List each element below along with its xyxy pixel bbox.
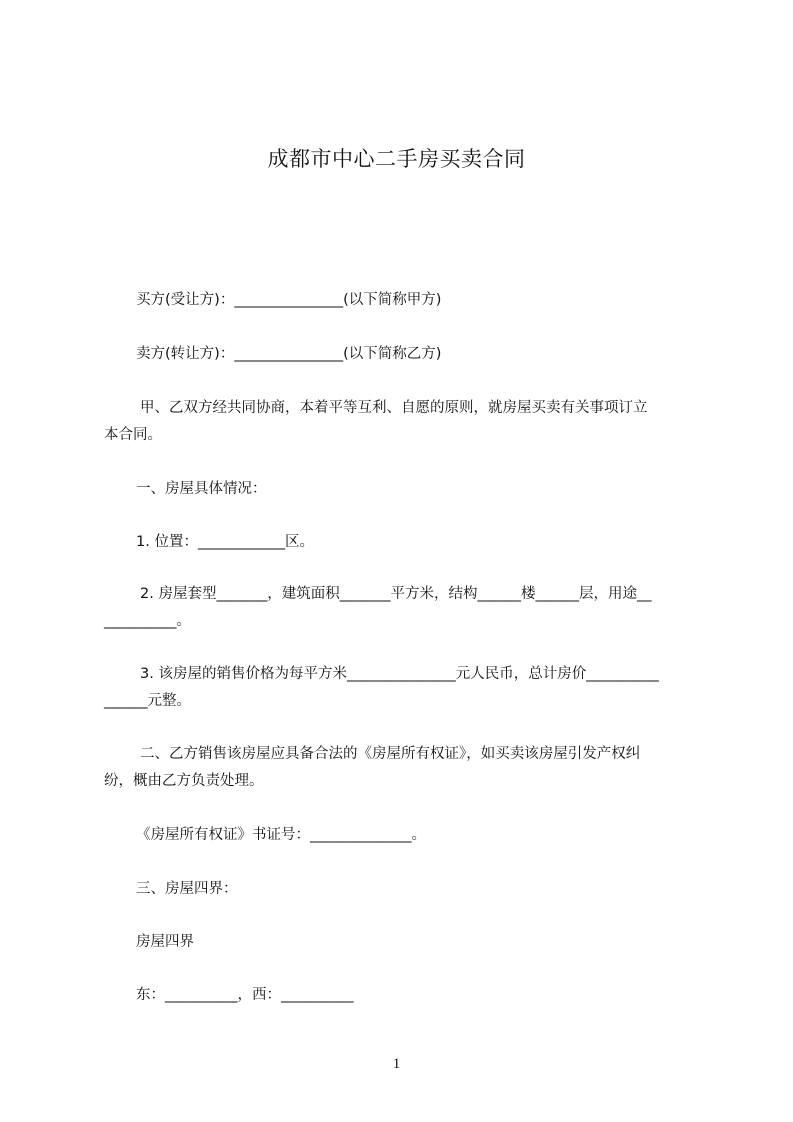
section-3-heading: 三、房屋四界： bbox=[136, 881, 238, 897]
item-house-type-line-2: __________。 bbox=[104, 613, 191, 629]
preamble-line-2: 本合同。 bbox=[104, 427, 162, 443]
item-location: 1. 位置：____________区。 bbox=[136, 534, 314, 550]
boundaries-east-west: 东：__________，西：__________ bbox=[136, 987, 354, 1003]
section-2-line-2: 纷，概由乙方负责处理。 bbox=[104, 773, 264, 789]
boundaries-label: 房屋四界 bbox=[136, 934, 194, 950]
certificate-number-line: 《房屋所有权证》书证号：______________。 bbox=[136, 827, 426, 843]
seller-line: 卖方(转让方)：_______________(以下简称乙方) bbox=[136, 346, 442, 362]
item-house-type-line-1: 2. 房屋套型_______，建筑面积_______平方米，结构______楼______层，用途__ bbox=[140, 586, 652, 602]
section-1-heading: 一、房屋具体情况： bbox=[136, 481, 267, 497]
buyer-line: 买方(受让方)：_______________(以下简称甲方) bbox=[136, 292, 442, 308]
preamble-line-1: 甲、乙双方经共同协商，本着平等互利、自愿的原则，就房屋买卖有关事项订立 bbox=[140, 400, 648, 416]
item-price-line-1: 3. 该房屋的销售价格为每平方米_______________元人民币，总计房价__________ bbox=[140, 666, 659, 682]
item-price-line-2: ______元整。 bbox=[104, 693, 191, 709]
page-number: 1 bbox=[392, 1056, 401, 1072]
document-title: 成都市中心二手房买卖合同 bbox=[267, 147, 526, 171]
section-2-line-1: 二、乙方销售该房屋应具备合法的《房屋所有权证》，如买卖该房屋引发产权纠 bbox=[140, 746, 641, 762]
